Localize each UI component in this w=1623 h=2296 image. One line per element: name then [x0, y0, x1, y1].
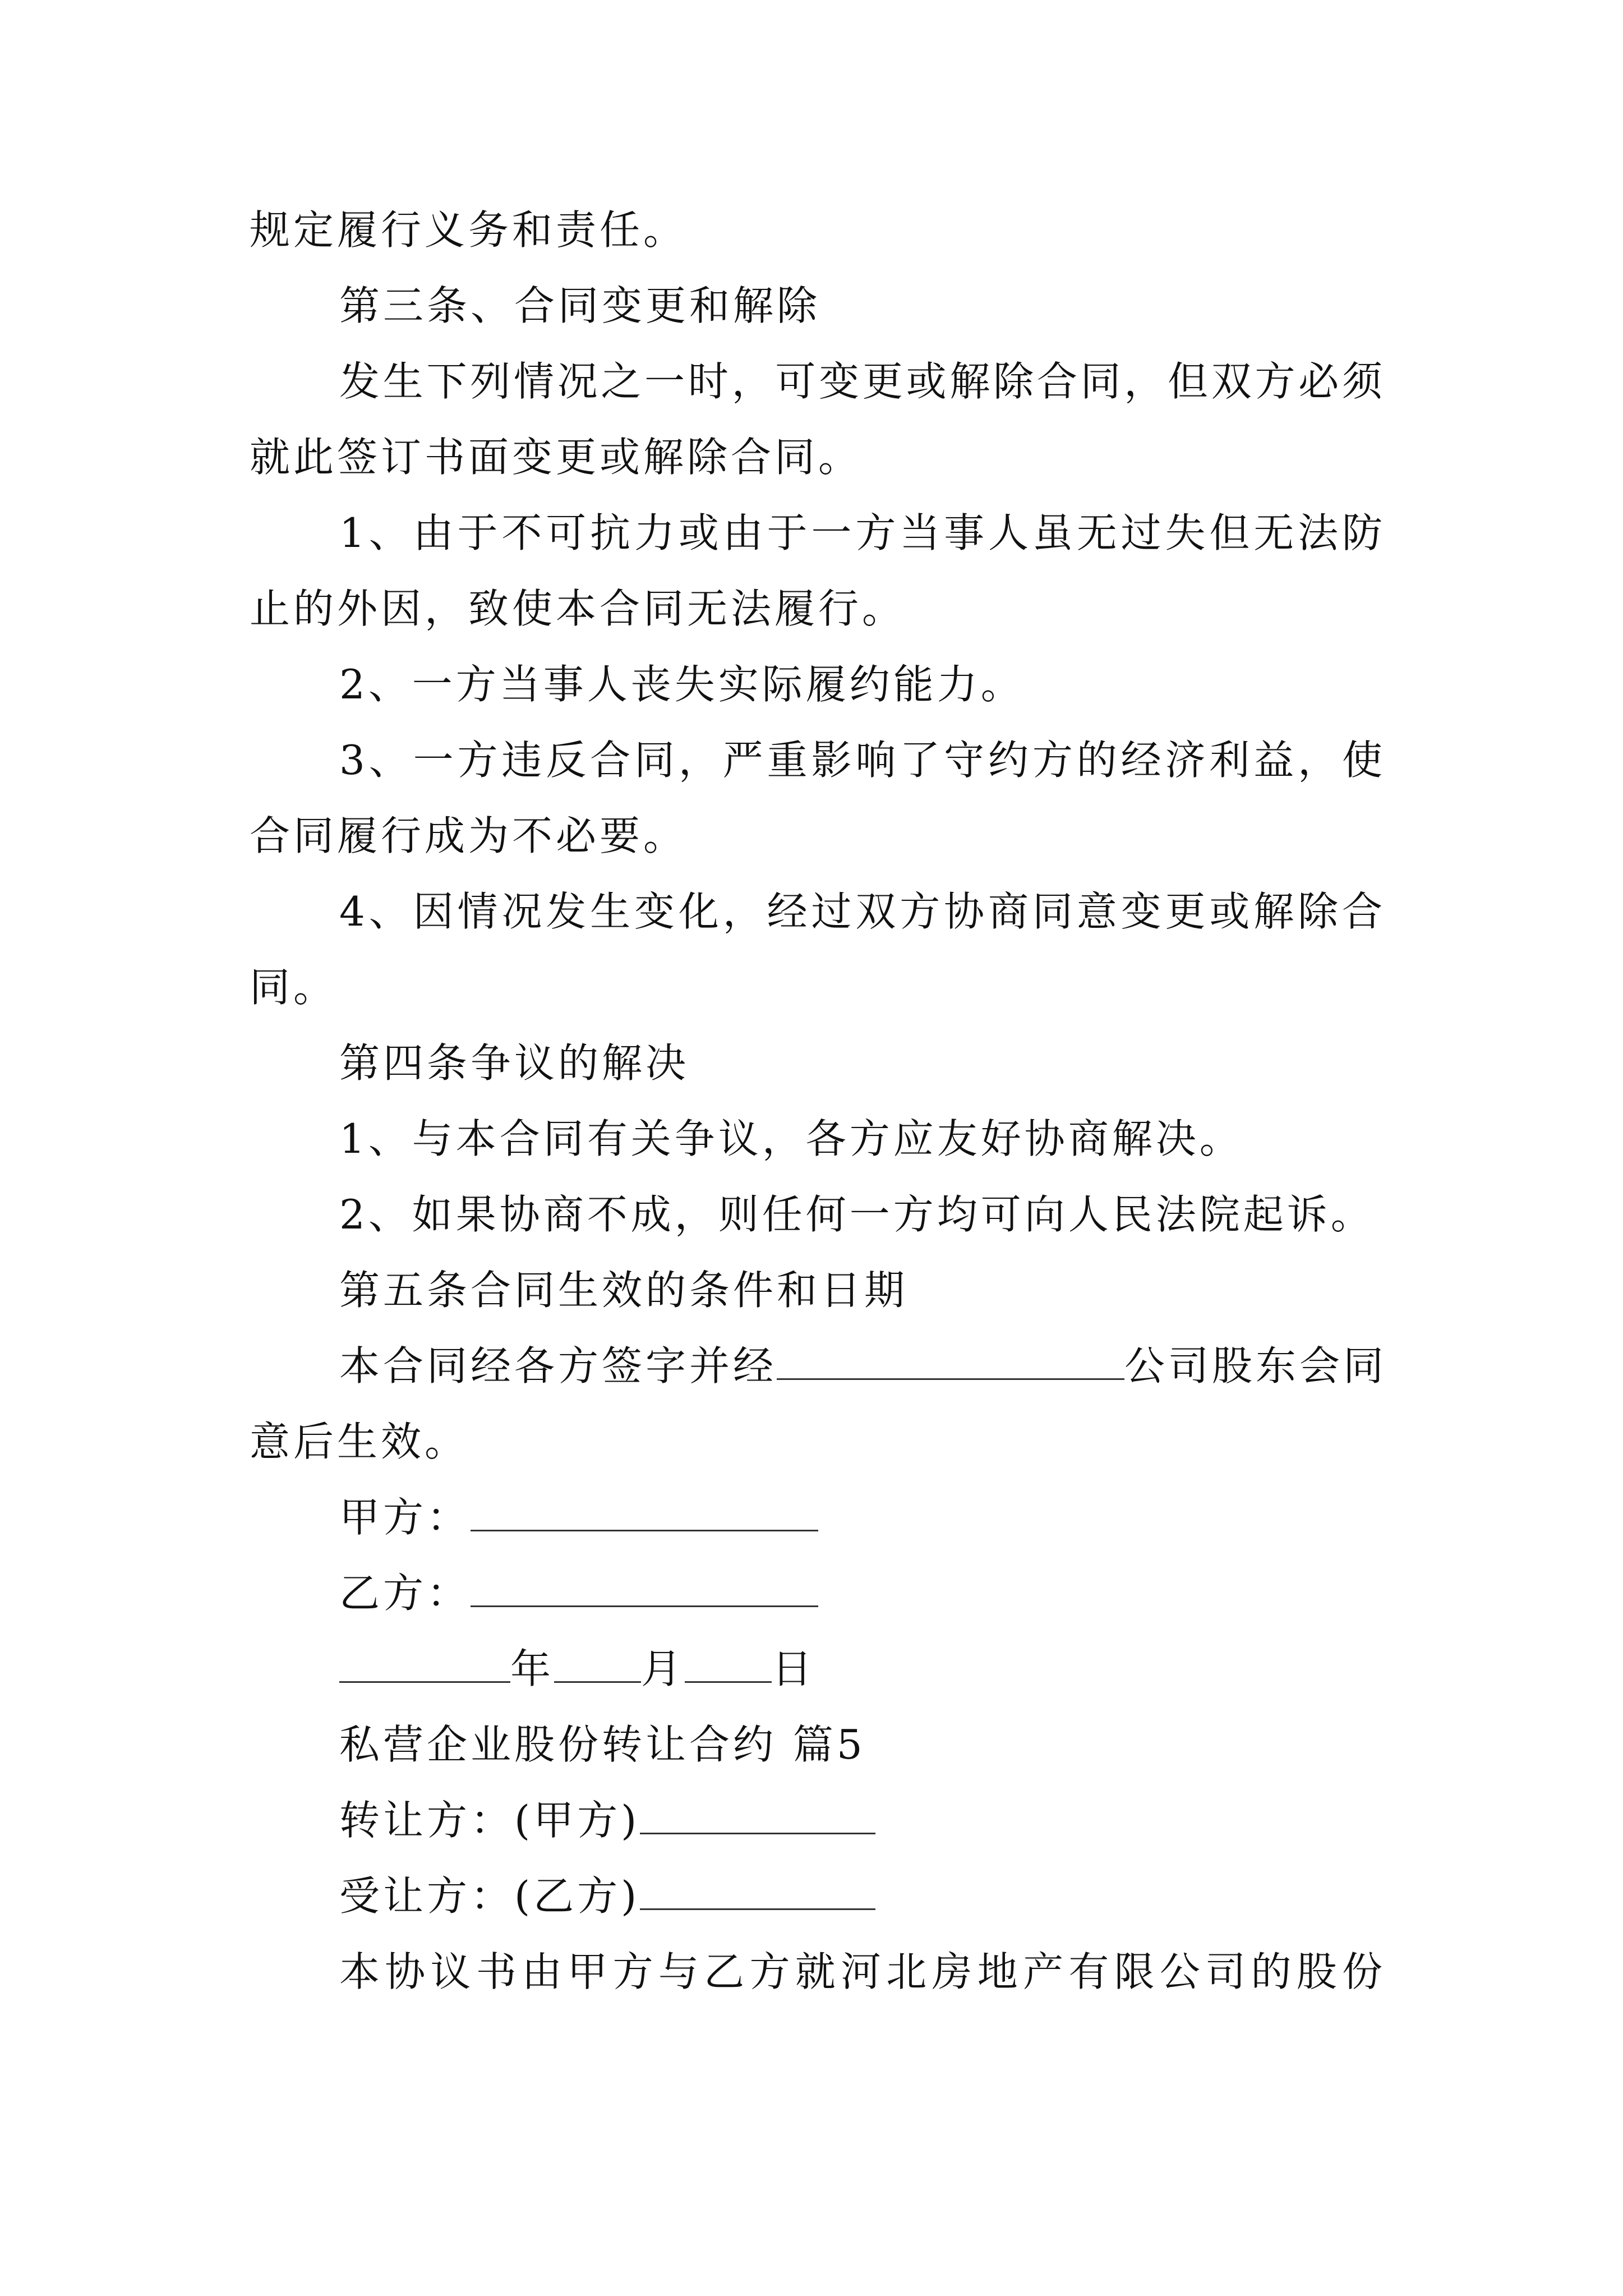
transferee-blank	[640, 1869, 875, 1910]
text-line: 发生下列情况之一时，可变更或解除合同，但双方必须	[339, 358, 1382, 405]
month-blank	[554, 1642, 641, 1683]
month-label: 月	[641, 1645, 685, 1692]
text-line: 合同履行成为不必要。	[250, 812, 688, 859]
party-a-label: 甲方：	[339, 1494, 471, 1541]
effective-prefix: 本合同经各方签字并经	[339, 1342, 777, 1389]
party-b-label: 乙方：	[339, 1570, 471, 1617]
text-line: 1、与本合同有关争议，各方应友好协商解决。	[339, 1115, 1243, 1162]
transferor-blank	[640, 1793, 875, 1834]
text-line: 2、如果协商不成，则任何一方均可向人民法院起诉。	[339, 1191, 1375, 1238]
company-name-blank	[777, 1339, 1124, 1380]
text-line: 3、一方违反合同，严重影响了守约方的经济利益，使	[339, 737, 1382, 784]
date-line	[339, 1641, 815, 1697]
transferor-line	[339, 1792, 875, 1848]
text-line: 4、因情况发生变化，经过双方协商同意变更或解除合	[339, 888, 1382, 935]
section-title: 私营企业股份转让合约 篇5	[339, 1721, 866, 1768]
text-line: 就此签订书面变更或解除合同。	[250, 434, 863, 481]
year-blank	[339, 1642, 510, 1683]
party-b-line	[339, 1565, 818, 1621]
text-line: 止的外因，致使本合同无法履行。	[250, 585, 906, 632]
transferee-label: 受让方：(乙方)	[339, 1872, 640, 1920]
text-line: 规定履行义务和责任。	[250, 206, 688, 254]
party-a-line	[339, 1489, 818, 1545]
transferor-label: 转让方：(甲方)	[339, 1797, 640, 1844]
text-line: 意后生效。	[250, 1418, 469, 1465]
text-line: 同。	[250, 964, 338, 1011]
text-line: 2、一方当事人丧失实际履约能力。	[339, 661, 1025, 708]
article-3-heading: 第三条、合同变更和解除	[339, 282, 821, 329]
effective-suffix: 公司股东会同	[1124, 1342, 1387, 1389]
text-line: 1、由于不可抗力或由于一方当事人虽无过失但无法防	[339, 509, 1382, 556]
day-blank	[685, 1642, 772, 1683]
party-b-blank	[471, 1566, 818, 1607]
article-5-heading: 第五条合同生效的条件和日期	[339, 1267, 909, 1314]
year-label: 年	[510, 1645, 555, 1692]
day-label: 日	[772, 1645, 816, 1692]
effective-line	[339, 1338, 1387, 1394]
party-a-blank	[471, 1490, 818, 1531]
text-line: 本协议书由甲方与乙方就河北房地产有限公司的股份	[339, 1948, 1382, 1995]
transferee-line	[339, 1868, 875, 1924]
article-4-heading: 第四条争议的解决	[339, 1039, 690, 1087]
